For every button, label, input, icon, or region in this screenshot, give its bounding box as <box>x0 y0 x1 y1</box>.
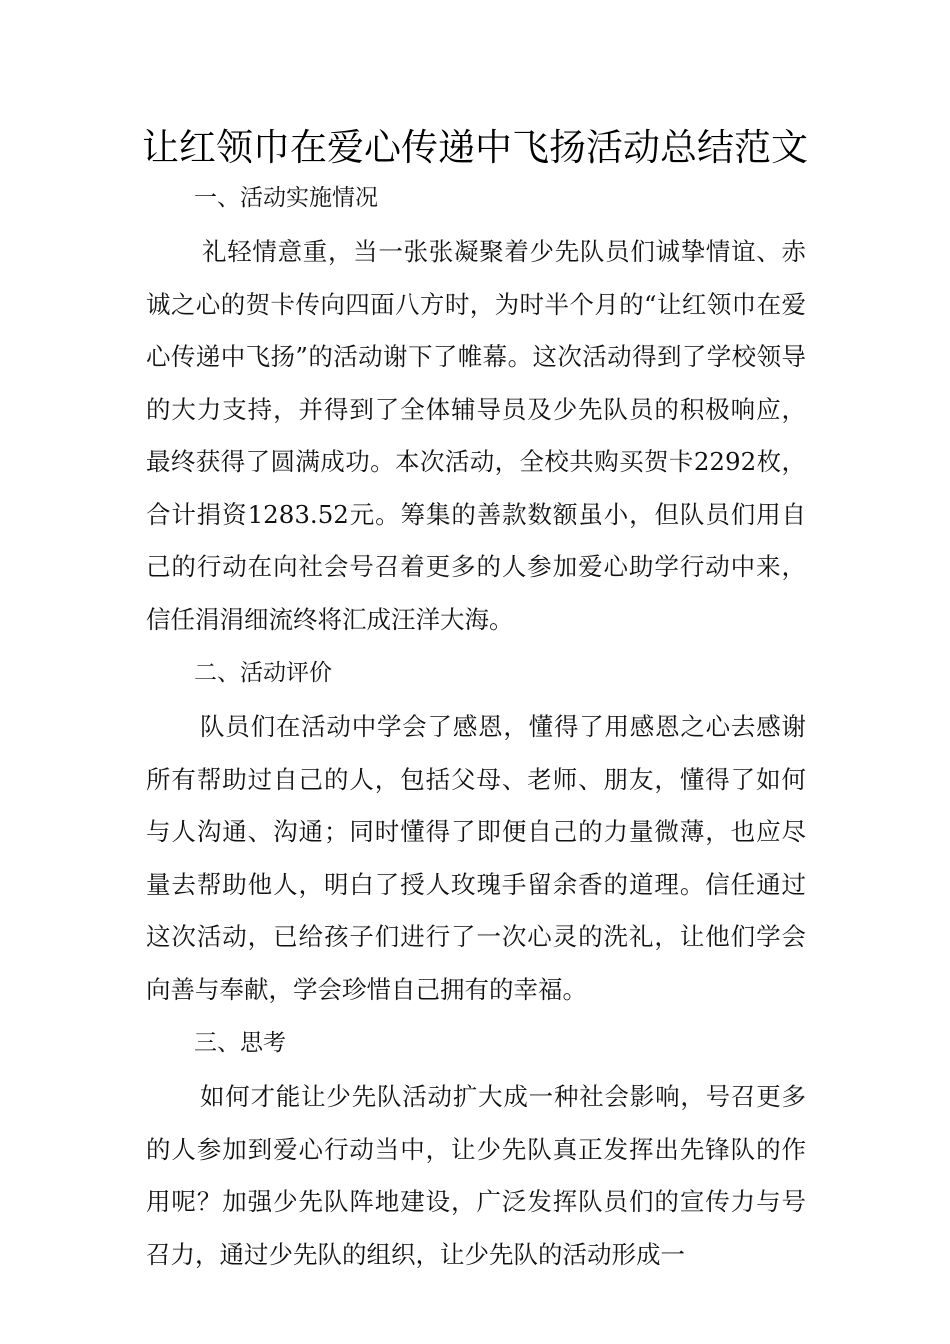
section-heading-evaluation: 二、活动评价 <box>194 660 332 686</box>
document-title: 让红领巾在爱心传递中飞扬活动总结范文 <box>142 126 808 169</box>
section-heading-reflection: 三、思考 <box>194 1030 286 1056</box>
section-paragraph-implementation: 礼轻情意重，当一张张凝聚着少先队员们诚挚情谊、赤诚之心的贺卡传向四面八方时，为时半个月的“让红领巾在爱心传递中飞扬”的活动谢下了帷幕。这次活动得到了学校领导的大力支持，并得到了全体辅导员及少先队员的积极响应，最终获得了圆满成功。本次活动，全校共购买贺卡2292枚，合计捐资1283.52元。筹集的善款数额虽小，但队员们用自己的行动在向社会号召着更多的人参加爱心助学行动中来，信任涓涓细流终将汇成汪洋大海。 <box>146 237 806 634</box>
section-paragraph-reflection: 如何才能让少先队活动扩大成一种社会影响，号召更多的人参加到爱心行动当中，让少先队真正发挥出先锋队的作用呢？加强少先队阵地建设，广泛发挥队员们的宣传力与号召力，通过少先队的组织，让少先队的活动形成一 <box>146 1082 806 1269</box>
section-paragraph-evaluation: 队员们在活动中学会了感恩，懂得了用感恩之心去感谢所有帮助过自己的人，包括父母、老师、朋友，懂得了如何与人沟通、沟通；同时懂得了即便自己的力量微薄，也应尽量去帮助他人，明白了授人玫瑰手留余香的道理。信任通过这次活动，已给孩子们进行了一次心灵的洗礼，让他们学会向善与奉献，学会珍惜自己拥有的幸福。 <box>146 712 806 1004</box>
document-body <box>146 171 806 1281</box>
section-heading-implementation: 一、活动实施情况 <box>194 185 378 211</box>
